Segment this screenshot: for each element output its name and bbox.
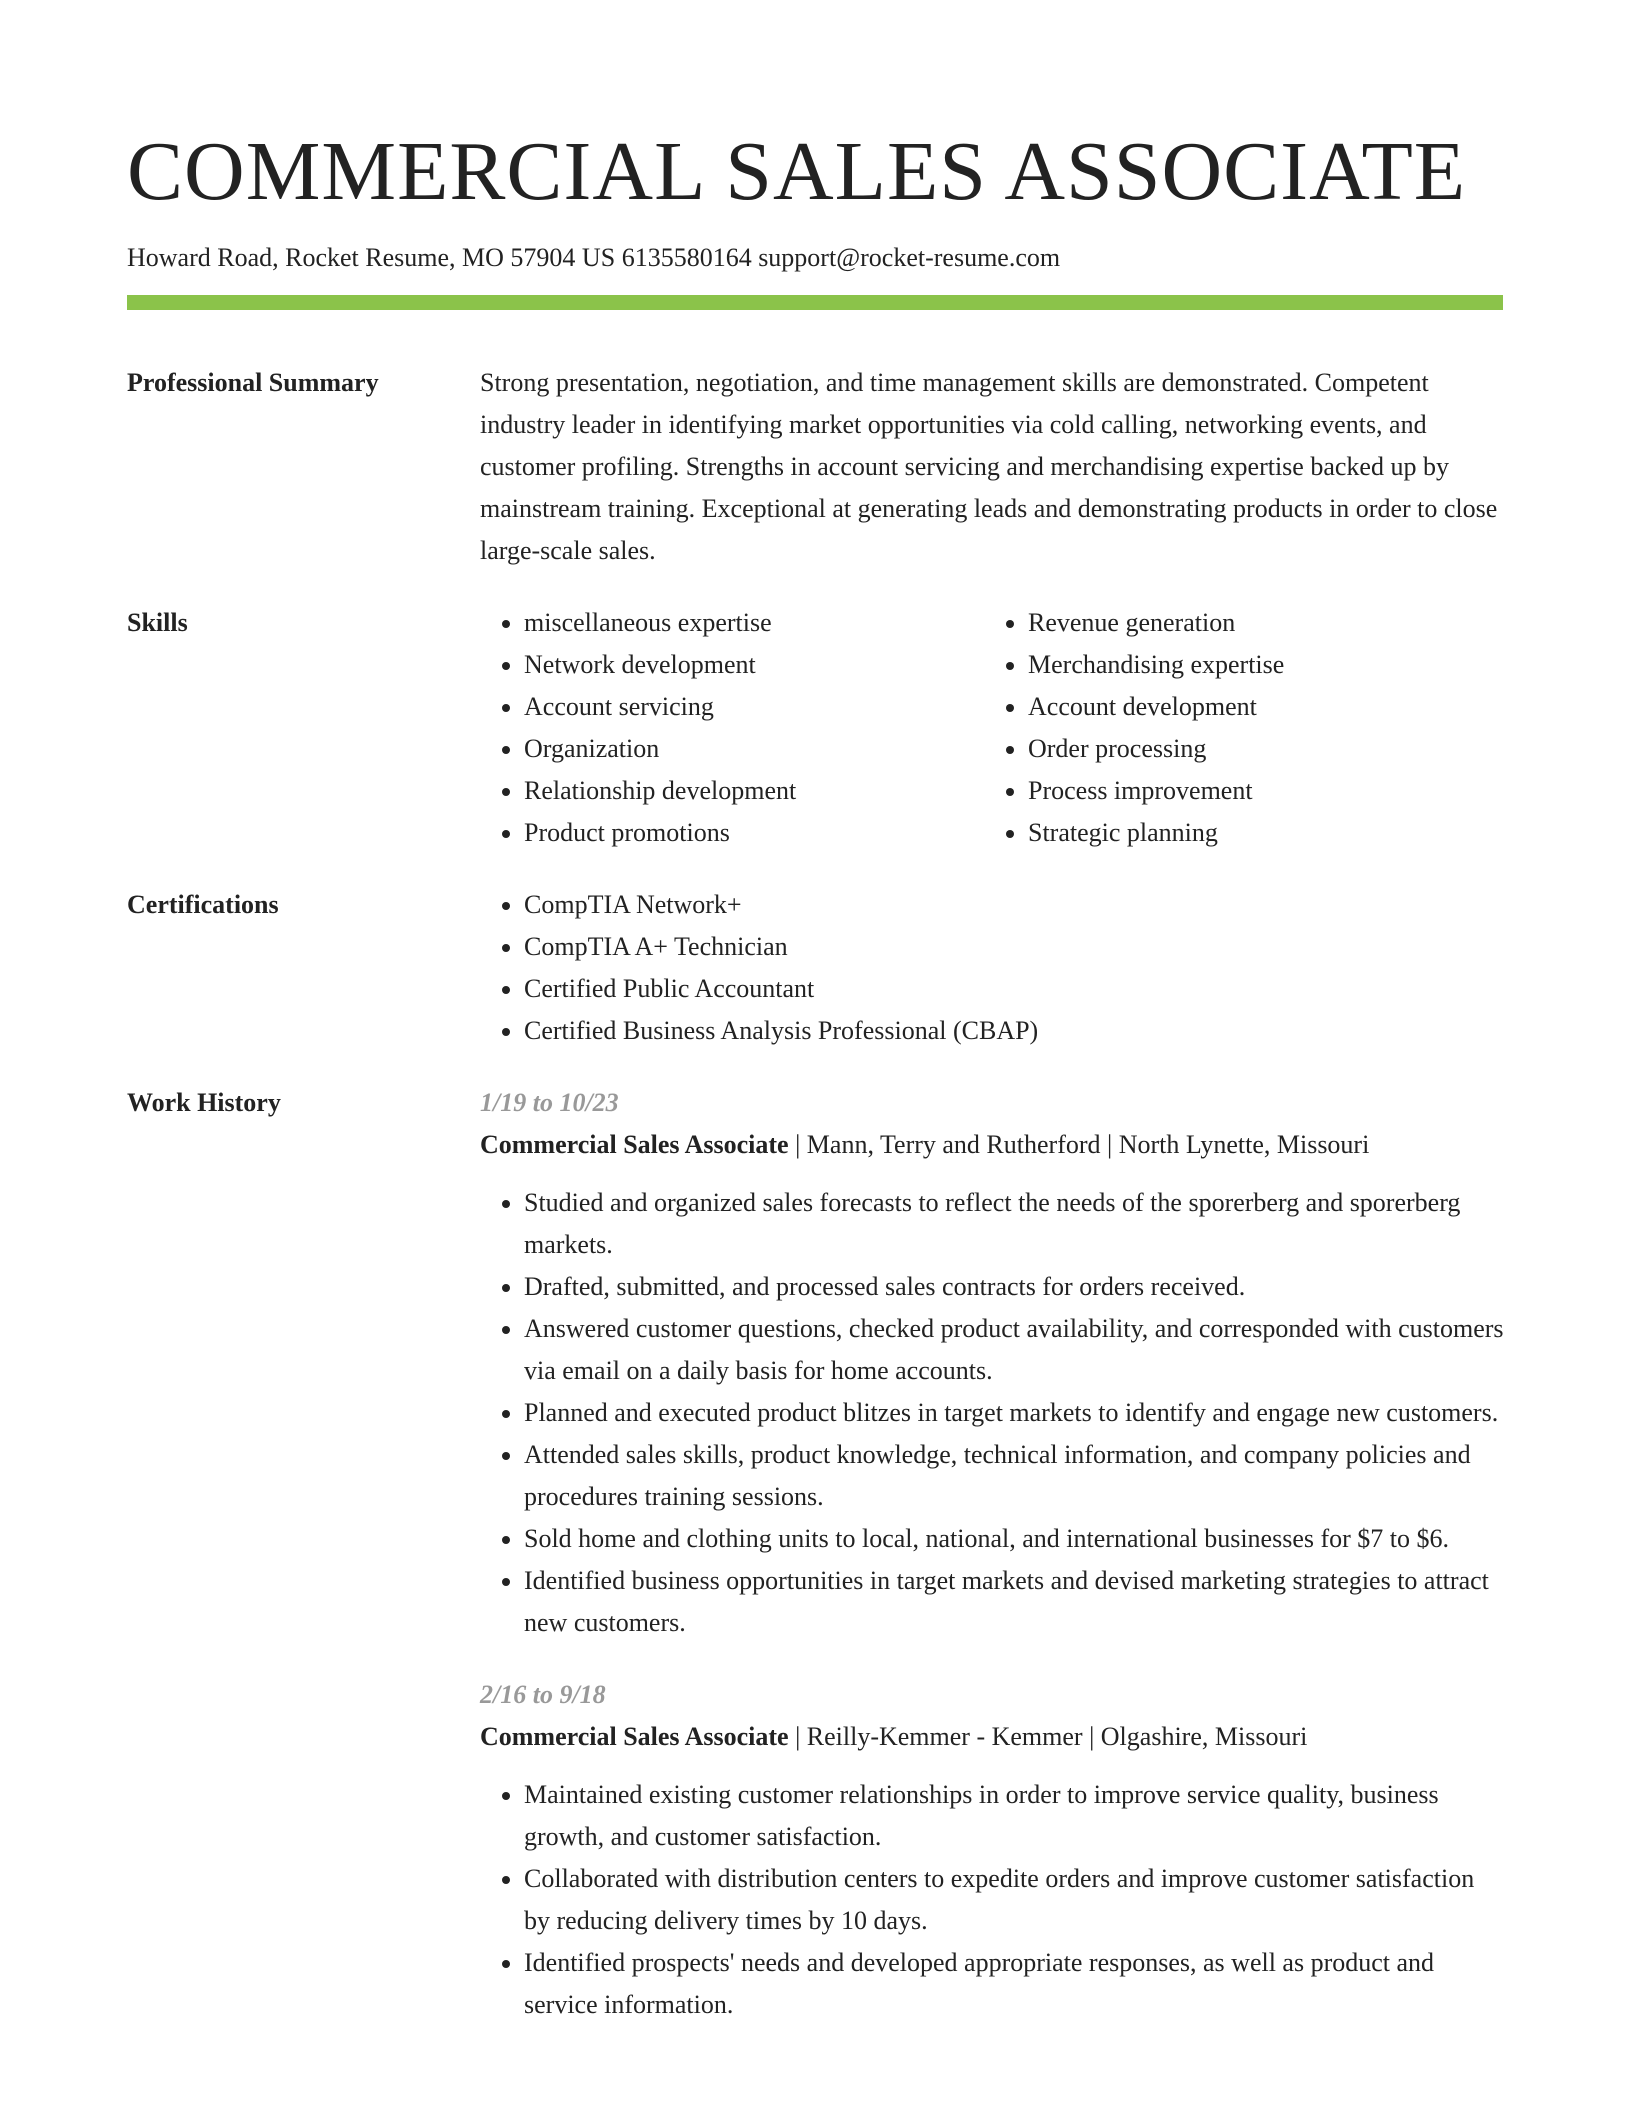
list-item: • Identified business opportunities in target markets and devised marketing strategies to attract new customers.: [524, 1560, 1505, 1644]
certifications-body: [480, 884, 1505, 1052]
list-item: • Account servicing: [524, 686, 984, 728]
job-heading: [480, 1716, 1505, 1758]
job-employer: | Mann, Terry and Rutherford | North Lynette, Missouri: [788, 1130, 1370, 1160]
list-item: • miscellaneous expertise: [524, 602, 984, 644]
job-dates: 1/19 to 10/23: [480, 1088, 619, 1118]
section-title: Professional Summary: [127, 368, 379, 398]
list-item: • Certified Public Accountant: [524, 968, 1505, 1010]
work-history-body: [480, 1082, 1505, 2026]
skills-list-left: [480, 602, 984, 854]
certifications-section: [127, 884, 1505, 1052]
list-item: • Organization: [524, 728, 984, 770]
list-item: • Certified Business Analysis Professional (CBAP): [524, 1010, 1505, 1052]
skills-columns: [480, 602, 1505, 854]
job-role: Commercial Sales Associate: [480, 1130, 789, 1160]
list-item: • Network development: [524, 644, 984, 686]
list-item: • Relationship development: [524, 770, 984, 812]
list-item: • Strategic planning: [1028, 812, 1488, 854]
phone: 6135580164: [621, 243, 752, 272]
work-history-section: [127, 1082, 1505, 2026]
skills-section: [127, 602, 1505, 854]
job-entry: [480, 1674, 1505, 2026]
header-divider: [127, 295, 1503, 310]
list-item: • Attended sales skills, product knowledge, technical information, and company policies and procedures training sessions.: [524, 1434, 1505, 1518]
section-title: Work History: [127, 1088, 281, 1118]
job-dates: 2/16 to 9/18: [480, 1680, 606, 1710]
section-title: Skills: [127, 608, 188, 638]
list-item: • Sold home and clothing units to local, national, and international businesses for $7 to $6.: [524, 1518, 1505, 1560]
skills-list-right: [984, 602, 1488, 854]
job-bullets: [480, 1774, 1505, 2026]
certifications-list: [480, 884, 1505, 1052]
list-item: • Revenue generation: [1028, 602, 1488, 644]
list-item: • Product promotions: [524, 812, 984, 854]
list-item: • Drafted, submitted, and processed sales contracts for orders received.: [524, 1266, 1505, 1308]
job-role: Commercial Sales Associate: [480, 1722, 789, 1752]
email: support@rocket-resume.com: [758, 243, 1061, 272]
job-employer: | Reilly-Kemmer - Kemmer | Olgashire, Missouri: [788, 1722, 1308, 1752]
job-heading: [480, 1124, 1505, 1166]
section-title: Certifications: [127, 890, 279, 920]
candidate-name: COMMERCIAL SALES ASSOCIATE: [127, 125, 1467, 218]
contact-line: [127, 242, 1505, 273]
summary-section: [127, 362, 1505, 572]
list-item: • Process improvement: [1028, 770, 1488, 812]
list-item: • Order processing: [1028, 728, 1488, 770]
address: Howard Road, Rocket Resume, MO 57904 US: [127, 243, 616, 272]
job-entry: [480, 1082, 1505, 1644]
list-item: • Maintained existing customer relationships in order to improve service quality, business growth, and customer satisfaction.: [524, 1774, 1505, 1858]
list-item: • Account development: [1028, 686, 1488, 728]
summary-text: Strong presentation, negotiation, and time management skills are demonstrated. Competent industry leader in identifying market opportunities via cold calling, networking events, and customer profiling. Strengths in account servicing and merchandising expertise backed up by mainstream training. Exceptional at generating leads and demonstrating products in order to close large-scale sales.: [480, 368, 1498, 566]
list-item: • CompTIA A+ Technician: [524, 926, 1505, 968]
list-item: • Planned and executed product blitzes in target markets to identify and engage new customers.: [524, 1392, 1505, 1434]
list-item: • Answered customer questions, checked product availability, and corresponded with customers via email on a daily basis for home accounts.: [524, 1308, 1505, 1392]
list-item: • CompTIA Network+: [524, 884, 1505, 926]
list-item: • Identified prospects' needs and developed appropriate responses, as well as product and service information.: [524, 1942, 1505, 2026]
list-item: • Studied and organized sales forecasts to reflect the needs of the sporerberg and sporerberg markets.: [524, 1182, 1505, 1266]
job-bullets: [480, 1182, 1505, 1644]
list-item: • Collaborated with distribution centers to expedite orders and improve customer satisfaction by reducing delivery times by 10 days.: [524, 1858, 1505, 1942]
list-item: • Merchandising expertise: [1028, 644, 1488, 686]
